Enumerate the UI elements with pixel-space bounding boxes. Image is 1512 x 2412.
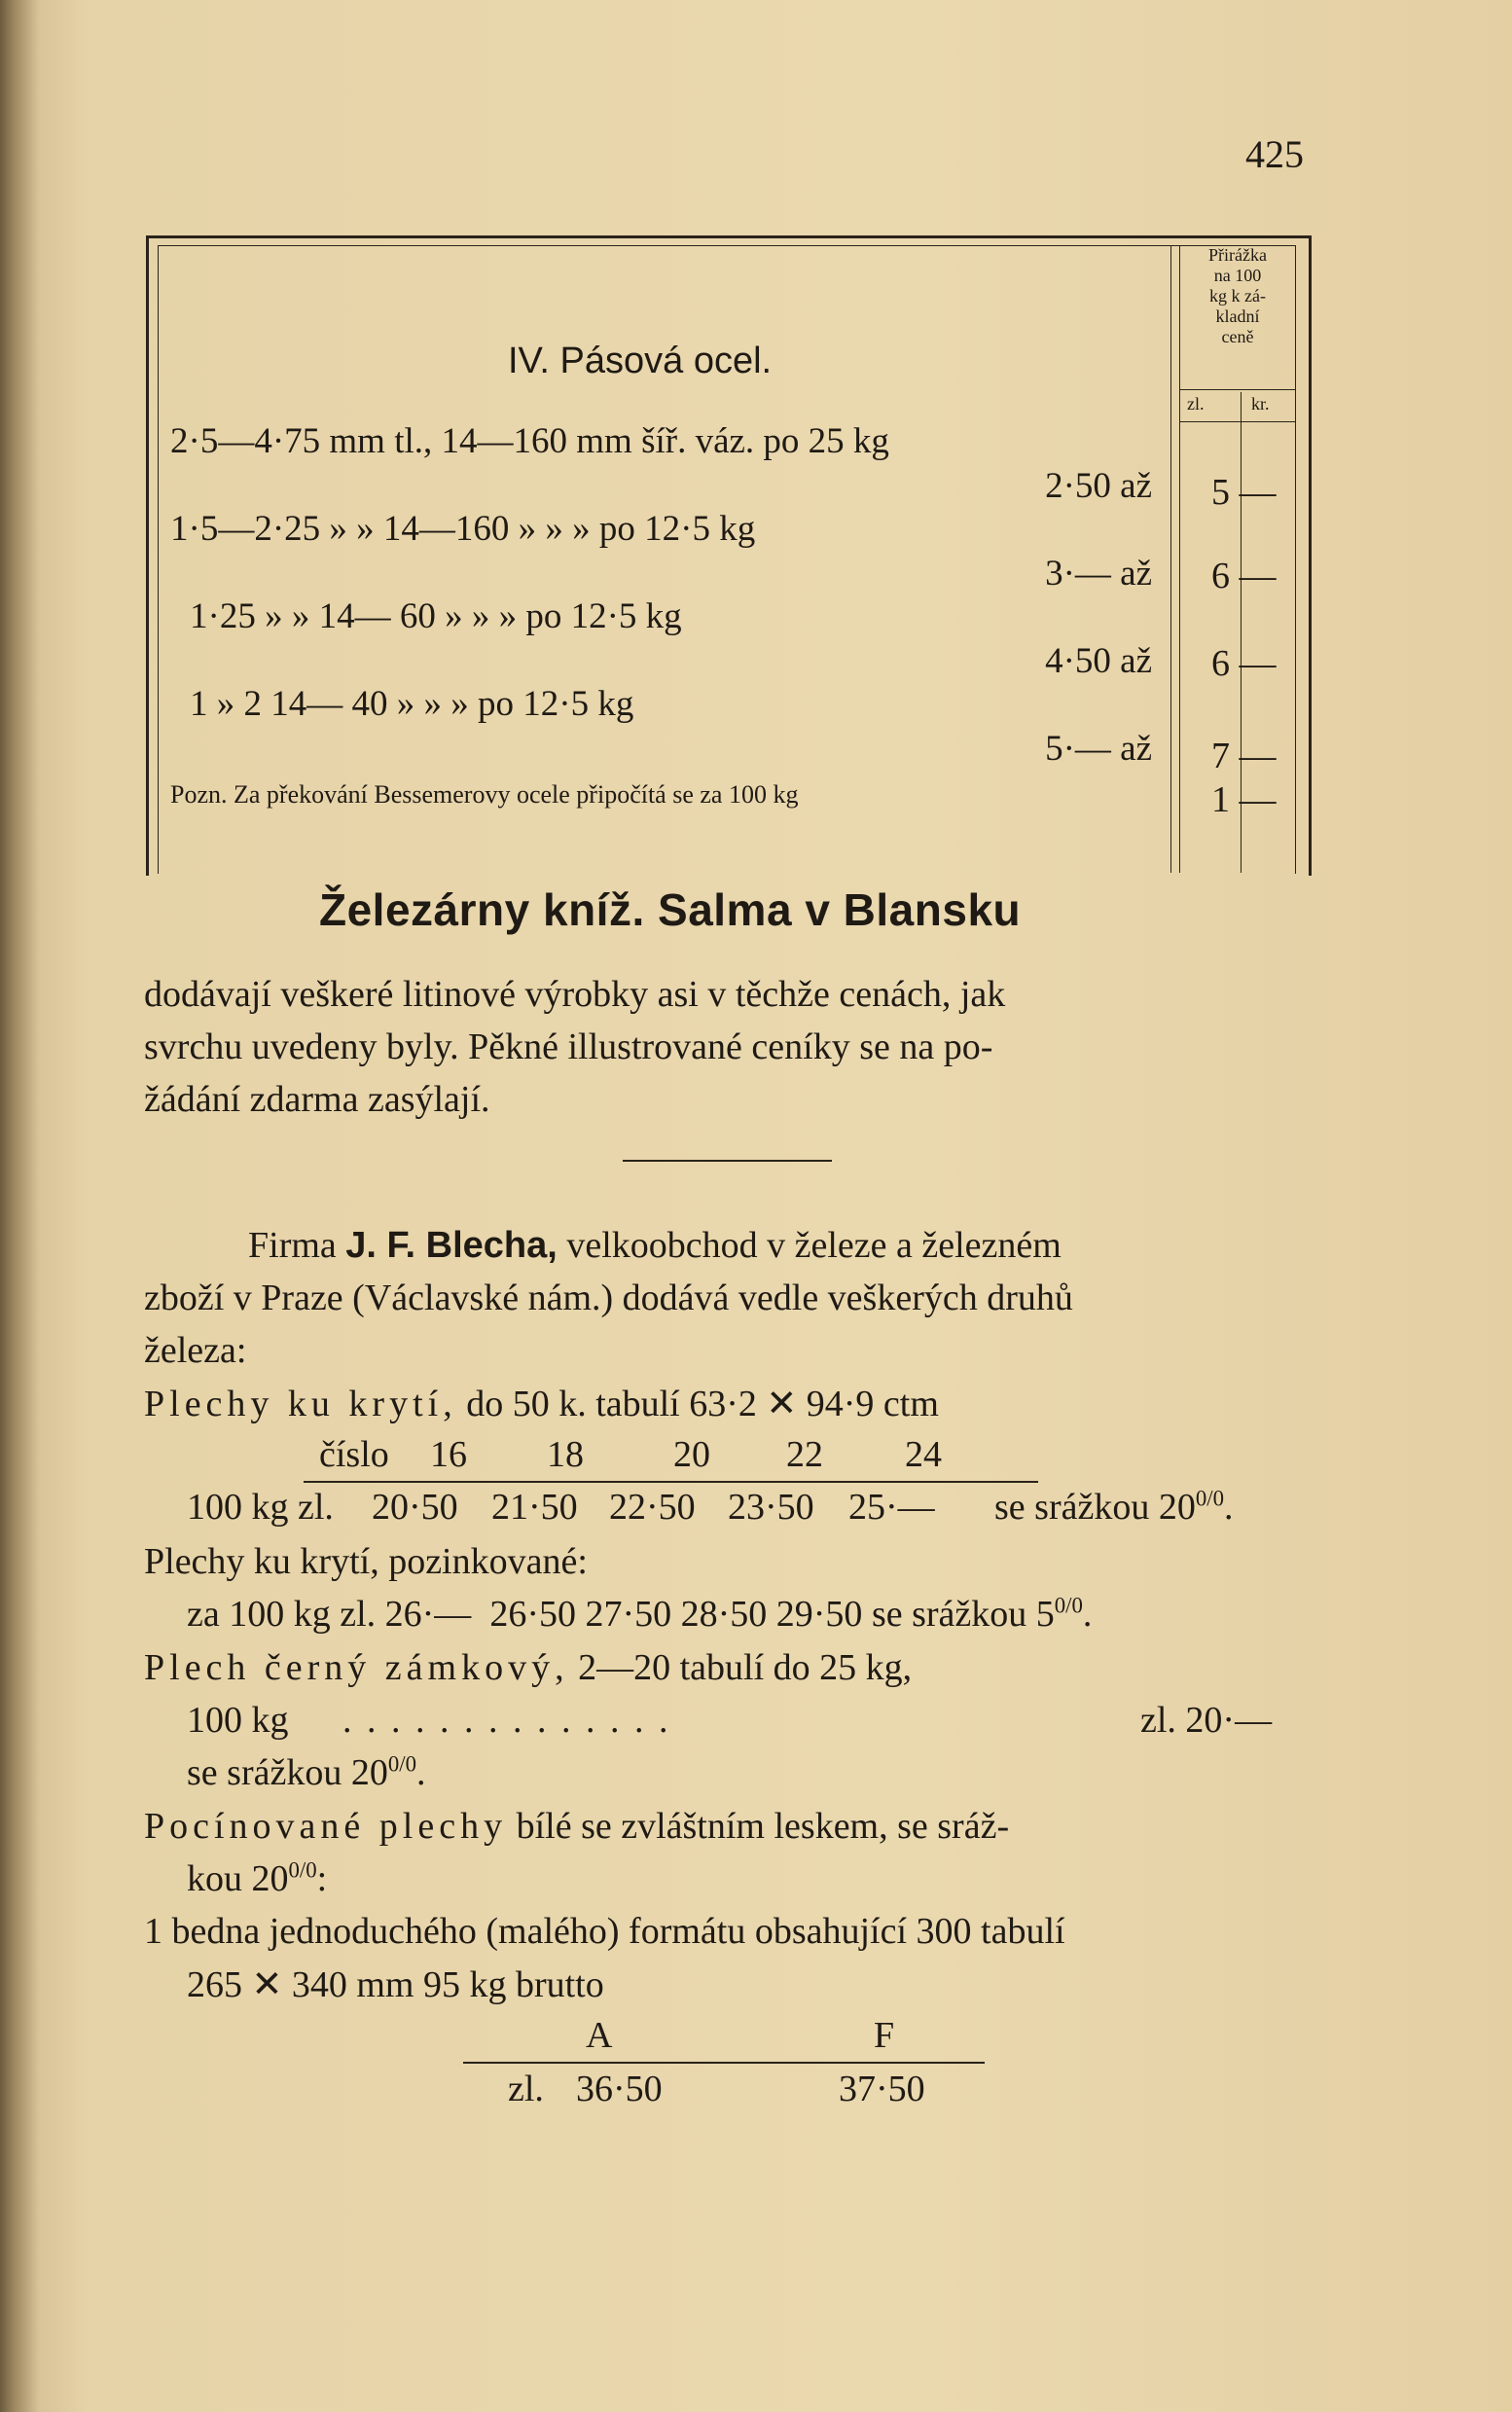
- price-label: 100 kg zl.: [187, 1487, 334, 1528]
- zinc-prefix: za 100 kg zl.: [187, 1594, 377, 1635]
- header-rule: [1179, 421, 1296, 422]
- cerny-qty: 100 kg: [187, 1700, 289, 1741]
- price-value: 20·50: [372, 1487, 458, 1528]
- percent-sign: 0/0: [387, 1751, 416, 1777]
- table-row-surcharge: 6 —: [1211, 556, 1277, 596]
- zinc-discount: se srážkou 5: [871, 1594, 1055, 1635]
- cislo-value: 24: [905, 1434, 942, 1475]
- header-rule: [1179, 389, 1296, 390]
- zl-label: zl.: [508, 2069, 544, 2109]
- table-divider: [1170, 245, 1171, 873]
- table-row-price: 4·50 až: [1045, 641, 1152, 681]
- surcharge-header-line: kladní: [1215, 306, 1260, 326]
- zinc-price: 27·50: [585, 1594, 672, 1635]
- paragraph-line: dodávají veškeré litinové výrobky asi v těchže cenách, jak: [144, 974, 1006, 1015]
- pocin-spec: bílé se zvláštním leskem, se sráž-: [516, 1806, 1010, 1847]
- cerny-line: [144, 1646, 912, 1689]
- firma-label: Firma: [248, 1225, 337, 1266]
- table-note-surcharge: 1 —: [1211, 779, 1277, 820]
- surcharge-header-line: kg k zá-: [1209, 286, 1266, 306]
- price-value: 25·—: [848, 1487, 935, 1528]
- table-row-surcharge: 5 —: [1211, 472, 1277, 513]
- blecha-line1: [248, 1224, 1062, 1267]
- zinc-price: 26·—: [384, 1594, 472, 1635]
- surcharge-header-line: Přirážka: [1208, 245, 1267, 265]
- price-discount: se srážkou $20^{0/0}$.: [994, 1486, 1234, 1528]
- discount-text: se srážkou 20: [187, 1752, 388, 1793]
- price-value: 21·50: [491, 1487, 578, 1528]
- bedna-line1: 1 bedna jednoduchého (malého) formátu obsahující 300 tabulí: [144, 1911, 1065, 1952]
- plechy-title: Plechy ku krytí,: [144, 1384, 457, 1424]
- plechy-line: [144, 1382, 939, 1425]
- section-title: IV. Pásová ocel.: [508, 341, 773, 381]
- percent-sign: 0/0: [1195, 1486, 1224, 1511]
- surcharge-header-line: ceně: [1221, 327, 1254, 346]
- surcharge-header-line: na 100: [1213, 266, 1262, 285]
- zinc-price: 28·50: [680, 1594, 768, 1635]
- plechy-spec: do 50 k. tabulí 63·2 ✕ 94·9 ctm: [466, 1384, 939, 1424]
- cislo-value: 22: [786, 1434, 823, 1475]
- col-f-header: F: [874, 2015, 895, 2056]
- cislo-value: 20: [673, 1434, 710, 1475]
- table-row-spec: 1·25 » » 14— 60 » » » po 12·5 kg: [190, 596, 682, 636]
- pocin-line: [144, 1805, 1009, 1848]
- paragraph-line: železa:: [144, 1330, 247, 1371]
- firm-description: velkoobchod v železe a železném: [566, 1225, 1062, 1266]
- cerny-title: Plech černý zámkový,: [144, 1647, 569, 1688]
- table-row-surcharge: 6 —: [1211, 643, 1277, 684]
- zinc-price: 29·50: [775, 1594, 863, 1635]
- cislo-label: číslo: [319, 1434, 389, 1475]
- zinc-row: za 100 kg zl. 26·— 26·50 27·50 28·50 29·50 se srážkou $5^{0/0}$.: [187, 1593, 1093, 1635]
- table-row-surcharge: 7 —: [1211, 736, 1277, 776]
- cerny-discount: se srážkou $20^{0/0}$.: [187, 1751, 426, 1793]
- page-number: 425: [1245, 132, 1304, 176]
- paragraph-line: žádání zdarma zasýlají.: [144, 1079, 490, 1120]
- price-f: 37·50: [839, 2069, 925, 2109]
- col-kr-header: kr.: [1251, 394, 1270, 414]
- pocin-line2: kou $20^{0/0}$:: [187, 1857, 328, 1899]
- paragraph-line: svrchu uvedeny byly. Pěkné illustrované ceníky se na po-: [144, 1026, 993, 1067]
- discount-text: se srážkou 20: [994, 1487, 1196, 1528]
- table-row-spec: 2·5—4·75 mm tl., 14—160 mm šíř. váz. po 25 kg: [170, 421, 889, 461]
- discount-text: kou 20: [187, 1858, 289, 1899]
- col-a-header: A: [586, 2015, 613, 2056]
- cerny-price: zl. 20·—: [1140, 1700, 1273, 1741]
- section-heading-blansko: Železárny kníž. Salma v Blansku: [319, 884, 1022, 935]
- table-note: Pozn. Za překování Bessemerovy ocele připočítá se za 100 kg: [170, 780, 799, 809]
- cislo-value: 18: [547, 1434, 584, 1475]
- table-row-price: 5·— až: [1045, 729, 1152, 769]
- table-row-spec: 1·5—2·25 » » 14—160 » » » po 12·5 kg: [170, 509, 756, 549]
- zinc-price: 26·50: [489, 1594, 576, 1635]
- table-row-spec: 1 » 2 14— 40 » » » po 12·5 kg: [190, 684, 634, 724]
- table-row-price: 2·50 až: [1045, 466, 1152, 506]
- percent-sign: 0/0: [1054, 1593, 1083, 1618]
- price-value: 23·50: [728, 1487, 814, 1528]
- number-row-rule: [304, 1481, 1038, 1483]
- col-zl-header: zl.: [1187, 394, 1205, 414]
- section-divider: [623, 1160, 832, 1162]
- pocin-title: Pocínované plechy: [144, 1806, 508, 1847]
- price-value: 22·50: [609, 1487, 696, 1528]
- zinc-title: Plechy ku krytí, pozinkované:: [144, 1541, 588, 1582]
- bedna-line2: 265 ✕ 340 mm 95 kg brutto: [187, 1964, 604, 2005]
- price-a: 36·50: [576, 2069, 663, 2109]
- paragraph-line: zboží v Praze (Václavské nám.) dodává vedle veškerých druhů: [144, 1278, 1073, 1318]
- table-row-price: 3·— až: [1045, 554, 1152, 594]
- cerny-spec: 2—20 tabulí do 25 kg,: [578, 1647, 913, 1688]
- firm-name: J. F. Blecha,: [345, 1225, 558, 1266]
- surcharge-header: [1179, 245, 1296, 347]
- percent-sign: 0/0: [288, 1857, 317, 1883]
- price-table-rule: [463, 2062, 985, 2064]
- leader-dots: . . . . . . . . . . . . . .: [342, 1700, 671, 1741]
- cislo-value: 16: [430, 1434, 467, 1475]
